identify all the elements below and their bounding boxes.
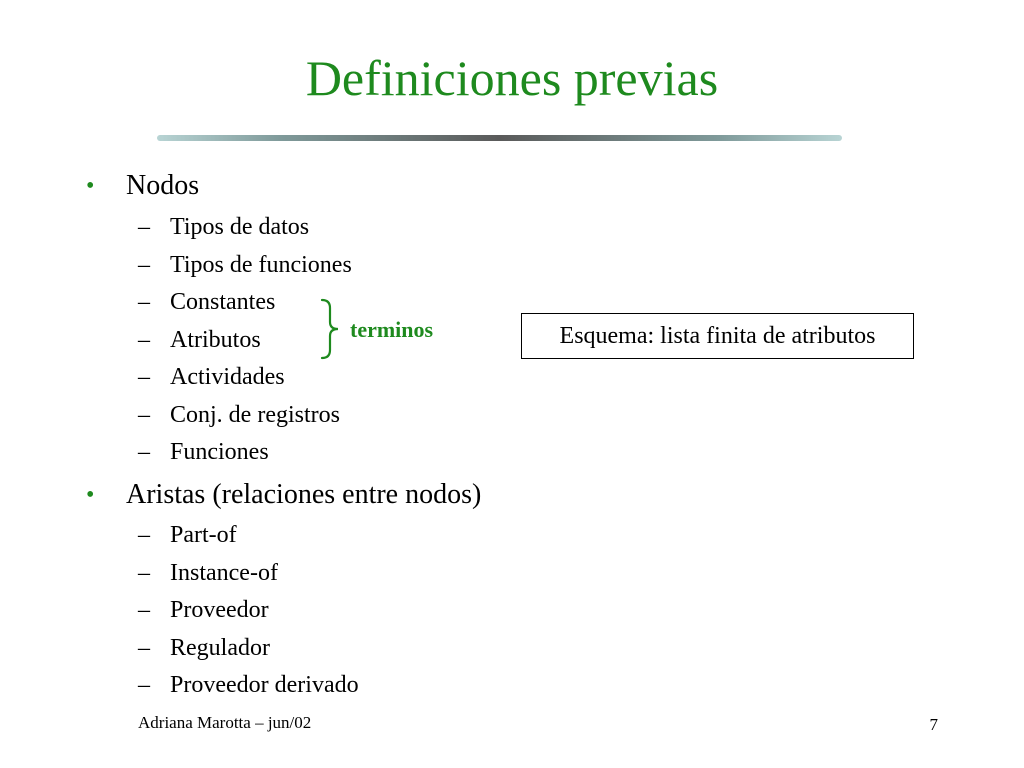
footer-author: Adriana Marotta – jun/02 [138,713,312,732]
sub-item-label: Part-of [170,522,237,548]
sub-item-label: Proveedor [170,597,269,623]
dash-marker: – [138,402,150,428]
dash-marker: – [138,289,150,315]
dash-marker: – [138,522,150,548]
brace-label: terminos [350,317,434,342]
dash-marker: – [138,214,150,240]
slide-title: Definiciones previas [305,50,719,106]
sub-item-label: Tipos de funciones [170,252,352,278]
sub-item-label: Atributos [170,327,261,353]
sub-item-label: Conj. de registros [170,402,340,428]
dash-marker: – [138,560,150,586]
dash-marker: – [138,439,150,465]
bullet-marker: • [86,482,95,508]
sub-item-label: Funciones [170,439,269,465]
sub-item-label: Tipos de datos [170,214,310,240]
dash-marker: – [138,672,150,698]
curly-brace-icon [318,298,344,360]
dash-marker: – [138,635,150,661]
dash-marker: – [138,327,150,353]
bullet-marker: • [86,173,95,199]
sub-item-label: Instance-of [170,560,278,586]
sub-item-label: Actividades [170,364,285,390]
dash-marker: – [138,364,150,390]
sub-item-label: Regulador [170,635,270,661]
schema-note-box: Esquema: lista finita de atributos [521,313,914,359]
dash-marker: – [138,597,150,623]
bullet-label: Nodos [126,170,200,201]
sub-item-label: Proveedor derivado [170,672,359,698]
page-number: 7 [929,715,938,734]
bullet-label: Aristas (relaciones entre nodos) [126,479,482,510]
sub-item-label: Constantes [170,289,276,315]
dash-marker: – [138,252,150,278]
